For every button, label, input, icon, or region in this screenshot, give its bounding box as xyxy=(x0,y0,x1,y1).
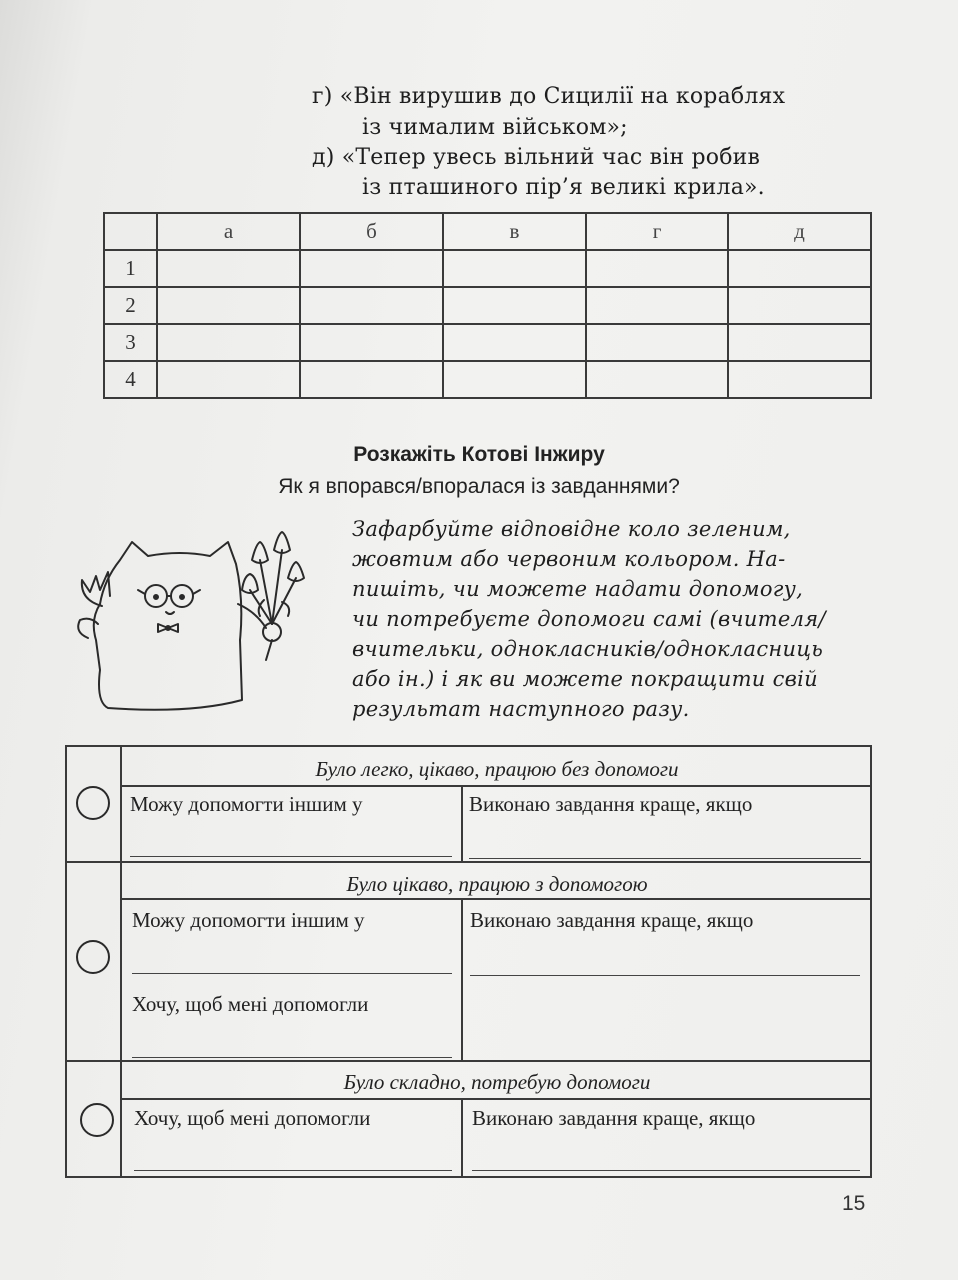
grid-row-header: 3 xyxy=(104,324,157,361)
divider xyxy=(461,785,463,862)
grid-row-header: 4 xyxy=(104,361,157,398)
instruction-line: результат наступного разу. xyxy=(352,697,690,721)
sentence-marker: г) xyxy=(312,84,333,109)
page-number: 15 xyxy=(842,1192,866,1215)
grid-corner xyxy=(104,213,157,250)
rating-circle-easy[interactable] xyxy=(76,786,110,820)
assessment-prompt: Виконаю завдання краще, якщо xyxy=(470,908,754,932)
grid-row xyxy=(104,250,871,287)
grid-cell[interactable] xyxy=(728,287,871,324)
grid-cell[interactable] xyxy=(728,324,871,361)
instruction-line: або ін.) і як ви можете покращити свій xyxy=(352,667,819,691)
grid-col-header: б xyxy=(300,213,443,250)
section-title: Розкажіть Котові Інжиру xyxy=(353,443,605,466)
grid-cell[interactable] xyxy=(157,361,300,398)
section-subtitle: Як я впорався/впоралася із завданнями? xyxy=(278,475,680,498)
grid-cell[interactable] xyxy=(300,287,443,324)
grid-row-header: 2 xyxy=(104,287,157,324)
divider xyxy=(120,1098,872,1100)
write-line[interactable] xyxy=(130,856,452,857)
grid-cell[interactable] xyxy=(157,324,300,361)
assessment-title: Було цікаво, працюю з допомогою xyxy=(346,872,648,896)
assessment-prompt: Хочу, щоб мені допомогли xyxy=(132,992,369,1016)
grid-cell[interactable] xyxy=(300,324,443,361)
grid-cell[interactable] xyxy=(586,324,728,361)
grid-cell[interactable] xyxy=(586,250,728,287)
grid-header-row xyxy=(104,213,871,250)
grid-cell[interactable] xyxy=(157,287,300,324)
write-line[interactable] xyxy=(134,1170,452,1171)
grid-row xyxy=(104,324,871,361)
write-line[interactable] xyxy=(472,1170,860,1171)
grid-cell[interactable] xyxy=(443,324,586,361)
cat-mascot-illustration xyxy=(60,520,320,720)
grid-cell[interactable] xyxy=(728,361,871,398)
write-line[interactable] xyxy=(132,973,452,974)
sentence-d-line1 xyxy=(312,145,760,170)
sentence-text: «Тепер увесь вільний час він робив xyxy=(341,145,761,170)
divider xyxy=(461,898,463,1061)
grid-row xyxy=(104,361,871,398)
instruction-line: жовтим або червоним кольором. На- xyxy=(352,547,786,571)
grid-cell[interactable] xyxy=(443,250,586,287)
grid-cell[interactable] xyxy=(586,287,728,324)
assessment-title: Було легко, цікаво, працюю без допомоги xyxy=(315,757,679,781)
grid-row-header: 1 xyxy=(104,250,157,287)
rating-circle-with-help[interactable] xyxy=(76,940,110,974)
write-line[interactable] xyxy=(132,1057,452,1058)
assessment-prompt: Можу допомогти іншим у xyxy=(132,908,365,932)
grid-cell[interactable] xyxy=(300,250,443,287)
divider xyxy=(65,861,872,863)
sentence-marker: д) xyxy=(312,145,335,170)
divider xyxy=(120,898,872,900)
grid-cell[interactable] xyxy=(443,287,586,324)
grid-col-header: в xyxy=(443,213,586,250)
divider xyxy=(120,745,122,1178)
divider xyxy=(65,1060,872,1062)
sentence-d-line2: із пташиного пір’я великі крила». xyxy=(362,175,765,200)
sentence-text: «Він вирушив до Сицилії на кораблях xyxy=(339,84,786,109)
grid-cell[interactable] xyxy=(728,250,871,287)
instruction-line: чи потребуєте допомоги самі (вчителя/ xyxy=(352,607,826,631)
grid-col-header: г xyxy=(586,213,728,250)
sentence-g-line2: із чималим військом»; xyxy=(362,115,628,140)
instruction-line: вчительки, однокласників/однокласниць xyxy=(352,637,824,661)
grid-cell[interactable] xyxy=(157,250,300,287)
grid-col-header: д xyxy=(728,213,871,250)
assessment-prompt: Виконаю завдання краще, якщо xyxy=(472,1106,756,1130)
write-line[interactable] xyxy=(470,975,860,976)
grid-cell[interactable] xyxy=(300,361,443,398)
sentence-g-line1 xyxy=(312,84,785,109)
divider xyxy=(461,1098,463,1178)
instruction-line: пишіть, чи можете надати допомогу, xyxy=(352,577,804,601)
assessment-prompt: Можу допомогти іншим у xyxy=(130,792,363,816)
assessment-prompt: Хочу, щоб мені допомогли xyxy=(134,1106,371,1130)
divider xyxy=(120,785,872,787)
grid-cell[interactable] xyxy=(443,361,586,398)
grid-row xyxy=(104,287,871,324)
assessment-title: Було складно, потребую допомоги xyxy=(343,1070,651,1094)
grid-col-header: а xyxy=(157,213,300,250)
rating-circle-difficult[interactable] xyxy=(80,1103,114,1137)
assessment-prompt: Виконаю завдання краще, якщо xyxy=(469,792,753,816)
grid-cell[interactable] xyxy=(586,361,728,398)
answer-grid xyxy=(103,212,872,399)
instruction-line: Зафарбуйте відповідне коло зеленим, xyxy=(352,517,791,541)
write-line[interactable] xyxy=(469,858,861,859)
